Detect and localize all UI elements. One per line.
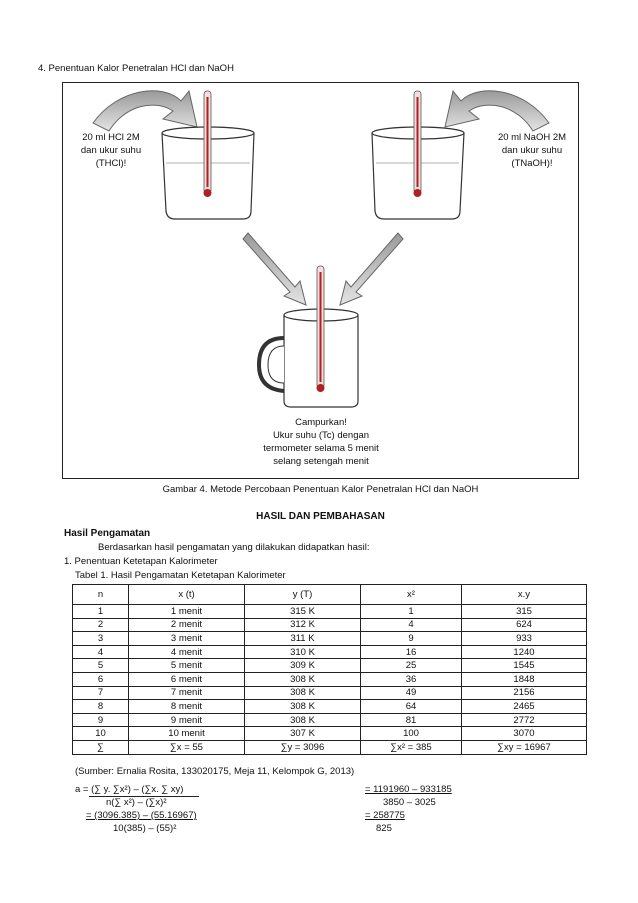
left-thermometer xyxy=(204,91,212,197)
formula-left-line-2: n(∑ x²) – (∑x)² xyxy=(106,797,167,808)
figure-caption: Gambar 4. Metode Percobaan Penentuan Kalor Penetralan HCl dan NaOH xyxy=(162,484,479,495)
section-4-title: 4. Penentuan Kalor Penetralan HCl dan NaOH xyxy=(38,63,234,74)
header-n: n xyxy=(73,585,129,605)
table-row: 5 5 menit 309 K 25 1545 xyxy=(73,659,587,673)
observation-table xyxy=(72,584,587,755)
right-label: 20 ml NaOH 2M dan ukur suhu (TNaOH)! xyxy=(497,132,567,169)
formula-left-line-3: = (3096.385) – (55.16967) xyxy=(86,810,197,821)
center-label: Campurkan! Ukur suhu (Tc) dengan termometer selama 5 menit selang setengah menit xyxy=(263,417,379,467)
calorimeter-mug xyxy=(259,309,358,407)
table-row: 3 3 menit 311 K 9 933 xyxy=(73,632,587,646)
center-thermometer xyxy=(317,266,325,392)
intro-text: Berdasarkan hasil pengamatan yang dilakukan didapatkan hasil: xyxy=(98,542,370,553)
formula-right-line-1: = 1191960 – 933185 xyxy=(365,784,452,795)
right-curved-arrow xyxy=(445,91,549,131)
table-row: 2 2 menit 312 K 4 624 xyxy=(73,618,587,632)
right-thermometer xyxy=(414,91,422,197)
right-diagonal-arrow xyxy=(340,233,403,305)
formula-right-line-4: 825 xyxy=(376,823,392,834)
formula-left-line-1-underline xyxy=(89,784,199,797)
section-heading: HASIL DAN PEMBAHASAN xyxy=(256,511,385,522)
sub-heading: Hasil Pengamatan xyxy=(64,528,151,539)
table-row: 6 6 menit 308 K 36 1848 xyxy=(73,672,587,686)
formula-right-line-2: 3850 – 3025 xyxy=(383,797,436,808)
header-x2: x² xyxy=(361,585,462,605)
table-row: 4 4 menit 310 K 16 1240 xyxy=(73,645,587,659)
table-row: 10 10 menit 307 K 100 3070 xyxy=(73,727,587,741)
table-source: (Sumber: Ernalia Rosita, 133020175, Meja 11, Kelompok G, 2013) xyxy=(75,766,355,777)
formula-right-line-3: = 258775 xyxy=(365,810,405,821)
formula-left-line-4: 10(385) – (55)² xyxy=(113,823,177,834)
header-x: x (t) xyxy=(129,585,245,605)
table-sum-row: ∑ ∑x = 55 ∑y = 3096 ∑x² = 385 ∑xy = 16967 xyxy=(73,740,587,754)
table-caption: Tabel 1. Hasil Pengamatan Ketetapan Kalorimeter xyxy=(75,570,286,581)
table-row: 1 1 menit 315 K 1 315 xyxy=(73,605,587,619)
header-xy: x.y xyxy=(462,585,587,605)
left-label: 20 ml HCl 2M dan ukur suhu (THCl)! xyxy=(80,132,142,169)
figure-frame xyxy=(62,82,579,479)
formula-left-line-1: a = (∑ y. ∑x²) – (∑x. ∑ xy) xyxy=(75,784,184,795)
list-item-1: 1. Penentuan Ketetapan Kalorimeter xyxy=(64,556,218,567)
left-diagonal-arrow xyxy=(243,233,306,305)
header-y: y (T) xyxy=(245,585,361,605)
left-curved-arrow xyxy=(93,91,197,131)
table-row: 8 8 menit 308 K 64 2465 xyxy=(73,700,587,714)
table-row: 9 9 menit 308 K 81 2772 xyxy=(73,713,587,727)
table-header-row xyxy=(73,585,587,605)
table-row: 7 7 menit 308 K 49 2156 xyxy=(73,686,587,700)
